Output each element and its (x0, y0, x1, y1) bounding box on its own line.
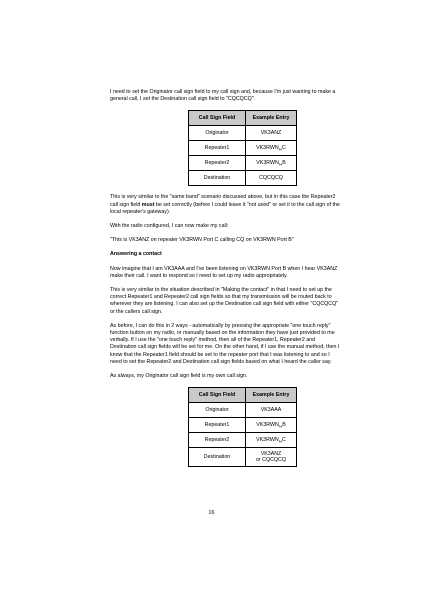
table-cell-field: Repeater1 (189, 418, 246, 433)
table-header-cell: Call Sign Field (189, 388, 246, 403)
table-cell-entry: VK3RWN␣C (246, 433, 297, 448)
entry-line: or CQCQCQ (255, 457, 287, 464)
paragraph-originator-setup: I need to set the Originator call sign field to my call sign and, because I'm just wanting to make a general call, I set the Destination call sign field to "CQCQCQ". (110, 89, 336, 103)
table-cell-entry: VK3RWN␣B (246, 418, 297, 433)
table-header-row (189, 111, 297, 126)
paragraph-radio-configured: With the radio configured, I can now make my call: (110, 223, 229, 230)
table-row (189, 448, 297, 467)
paragraph-same-band-note (110, 194, 342, 216)
table-cell-entry: VK3AAA (246, 403, 297, 418)
text-run: This is very similar to the "same band" scenario discussed above, but in this case the Repeater2 call sign field (110, 194, 336, 208)
text-run: be set correctly (before I could leave it "not used" or set it to the call sign of the local repeater's gateway). (110, 201, 340, 215)
table-row (189, 433, 297, 448)
table-row (189, 418, 297, 433)
table-cell-field: Repeater1 (189, 141, 246, 156)
table-header-row (189, 388, 297, 403)
table-row (189, 171, 297, 186)
table-cell-entry: VK3RWN␣B (246, 156, 297, 171)
paragraph-similar-situation: This is very similar to the situation described in "Making the contact" in that I need to set up the correct Repeater1 and Repeater2 call sign fields so that my transmission will be routed back to wherever they are listening. I can also set up the Destination call sign field with either "CQCQCQ" or the callers call sign. (110, 287, 339, 315)
table-row (189, 126, 297, 141)
paragraph-imagine-vk3aaa: Now imagine that I am VK3AAA and I've been listening on VK3RWN Port B when I hear VK3ANZ make their call. I want to respond so I need to set up my radio appropriately. (110, 265, 338, 279)
paragraph-as-always: As always, my Originator call sign field is my own call sign. (110, 373, 248, 380)
table-header-cell: Example Entry (246, 388, 297, 403)
table-cell-field: Destination (189, 448, 246, 467)
paragraph-two-ways: As before, I can do this in 2 ways - automatically by pressing the appropriate "one touch reply" function button on my radio, or manually based on the information they have just provided to me verbally. If I use the "one touch reply" method, then all of the Repeater1, Repeater2 and Destination call sign fields will be set for me. On the other hand, if I use the manual method, then I know that the Repeater1 field should be set to the repeater port that I was listening to and so I need to set the Repeater2 and Destination call sign fields based on what I heard the caller say. (110, 322, 340, 365)
table-cell-field: Repeater2 (189, 433, 246, 448)
table-header-cell: Call Sign Field (189, 111, 246, 126)
call-sign-table-1 (188, 110, 297, 186)
table-cell-entry: CQCQCQ (246, 171, 297, 186)
table-cell-field: Originator (189, 126, 246, 141)
table-header-cell: Example Entry (246, 111, 297, 126)
table-row (189, 141, 297, 156)
table-cell-entry: VK3RWN␣C (246, 141, 297, 156)
call-sign-table-2 (188, 387, 297, 467)
table-cell-entry: VK3ANZ (246, 126, 297, 141)
table-row (189, 156, 297, 171)
emphasis-must: must (141, 201, 155, 208)
table-cell-field: Destination (189, 171, 246, 186)
paragraph-call-quote: "This is VK3ANZ on repeater VK3RWN Port C calling CQ on VK3RWN Port B" (110, 237, 294, 244)
page-number: 16 (208, 510, 215, 516)
table-cell-entry (246, 448, 297, 467)
entry-line: VK3ANZ (260, 450, 282, 457)
table-cell-field: Repeater2 (189, 156, 246, 171)
page-content (110, 89, 342, 475)
table-row (189, 403, 297, 418)
section-heading: Answering a contact (110, 251, 162, 258)
table-cell-field: Originator (189, 403, 246, 418)
